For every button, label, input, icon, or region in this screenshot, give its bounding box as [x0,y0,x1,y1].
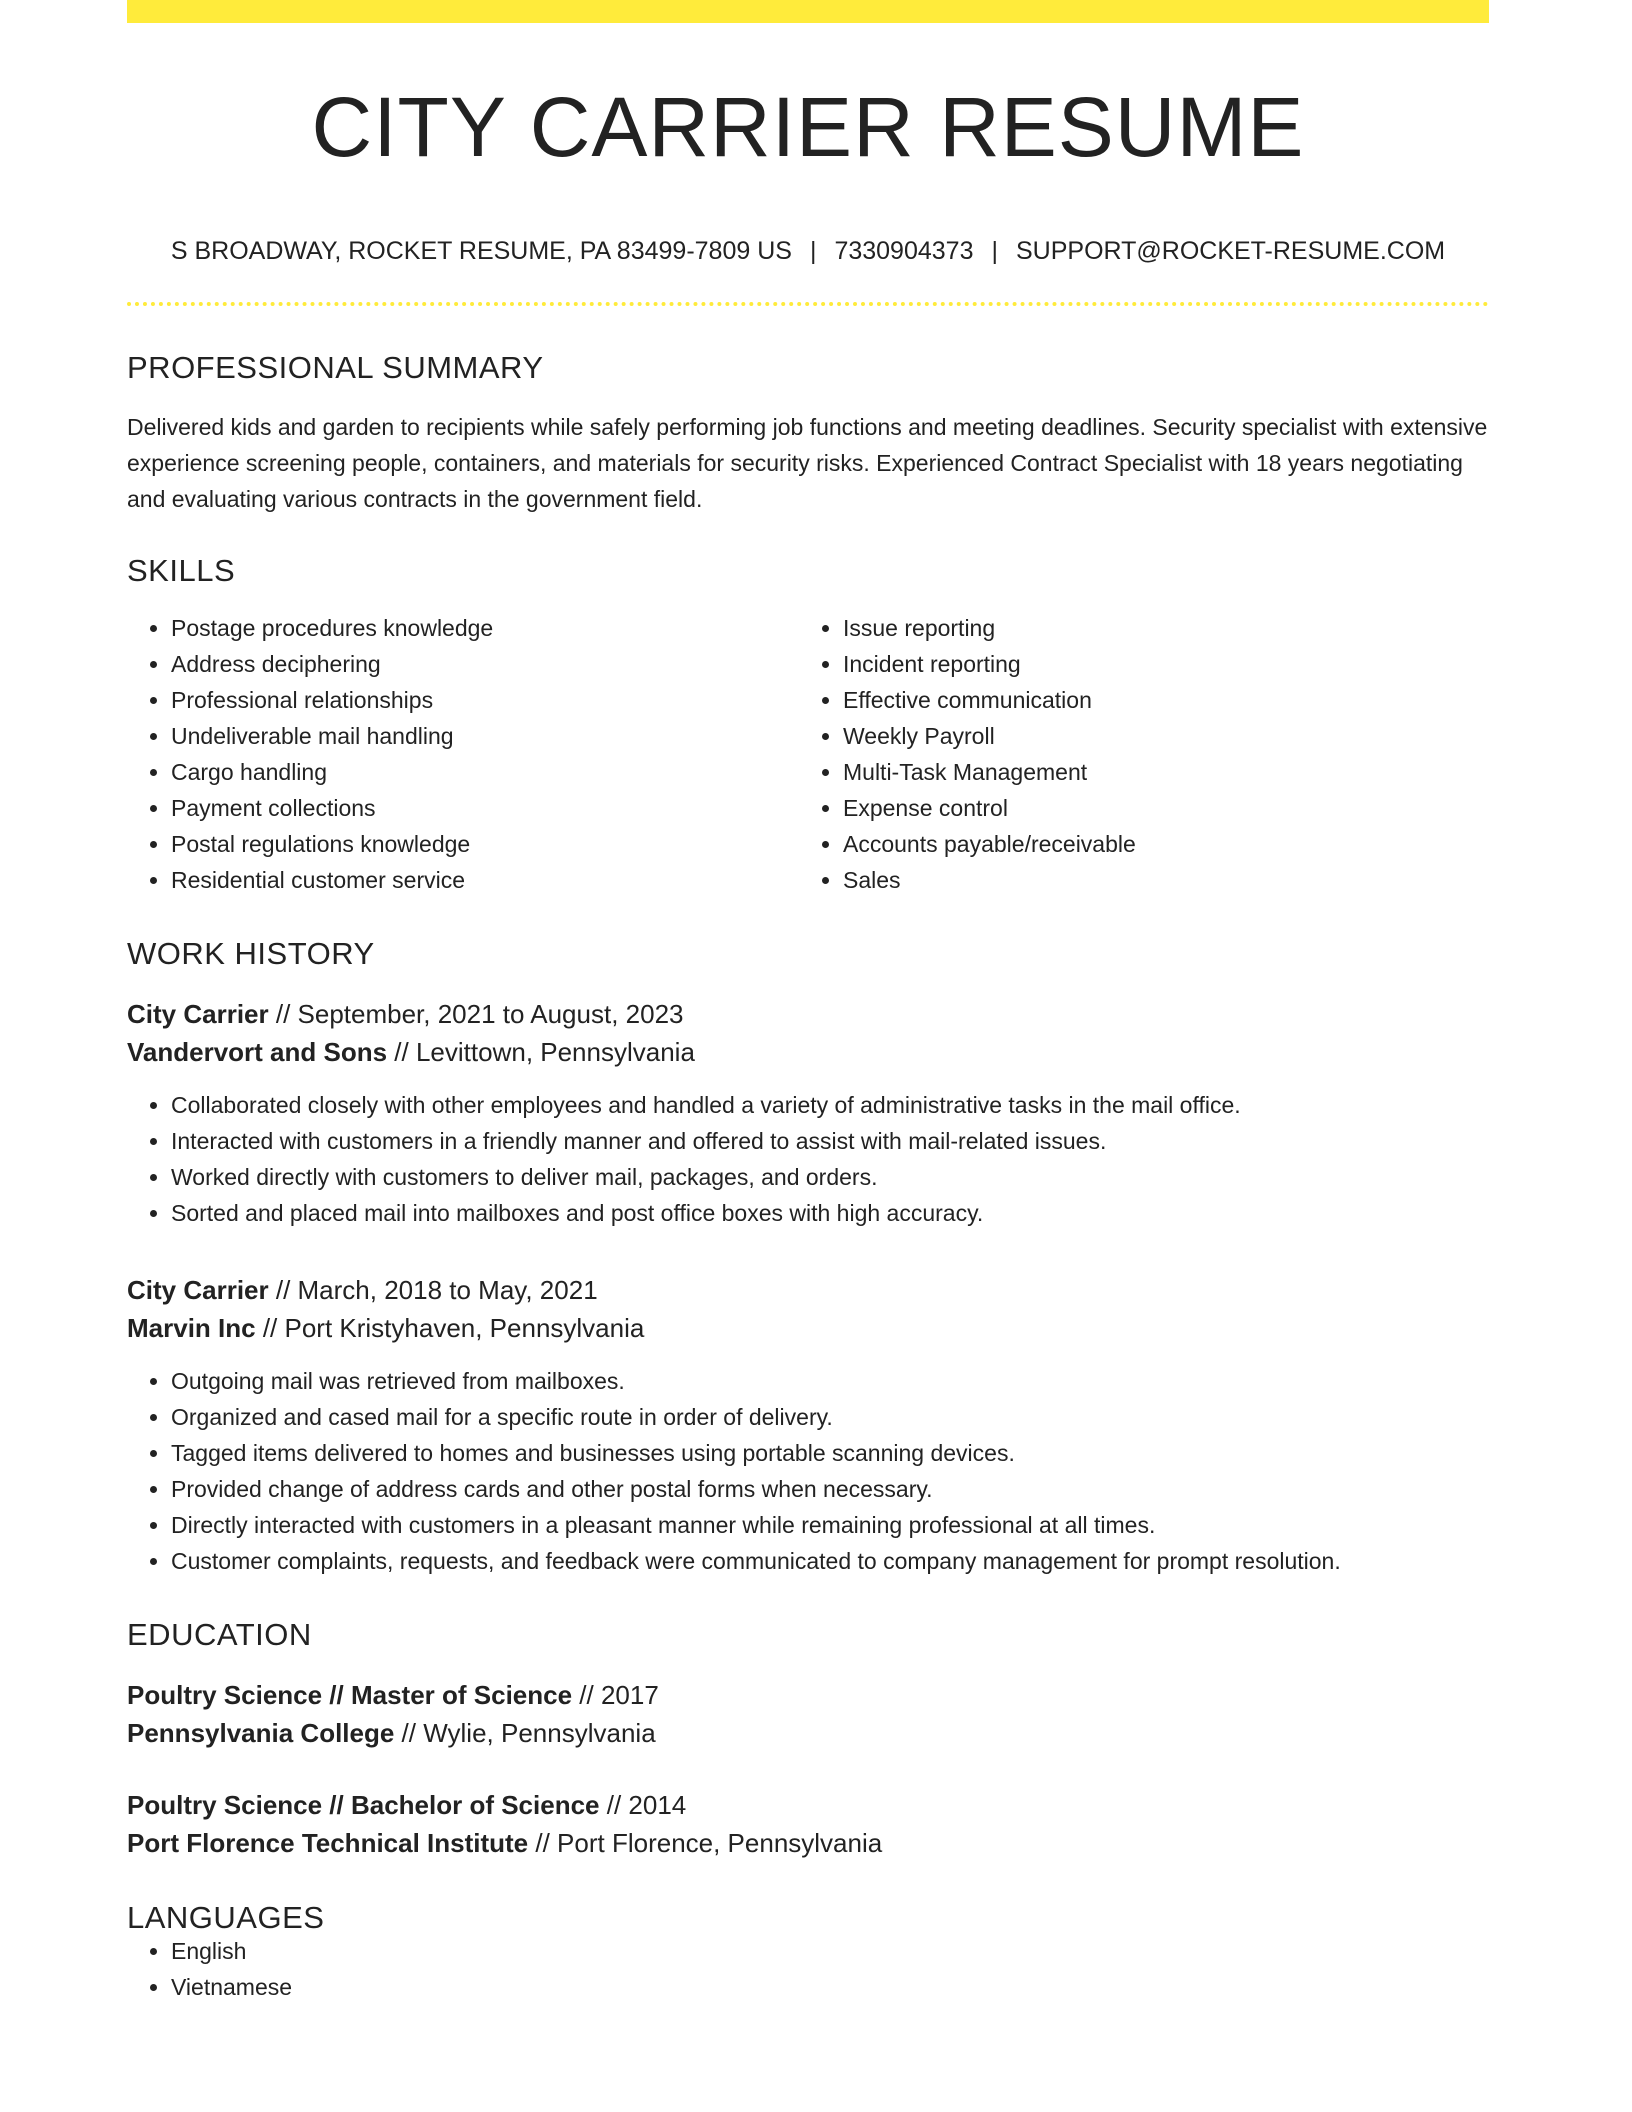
job-entry [127,1271,1489,1579]
job-company-line [127,1309,1489,1347]
work-history-heading: WORK HISTORY [127,936,375,971]
skill-item: • Multi-Task Management [843,754,1471,790]
education-degree-line [127,1786,1489,1824]
job-bullet: • Collaborated closely with other employees and handled a variety of administrative tasks in the mail office. [171,1087,1489,1123]
skills-section [127,555,1489,898]
language-item: • English [171,1933,1489,1969]
education-degree: Poultry Science // Master of Science [127,1680,573,1710]
job-bullet: • Customer complaints, requests, and feedback were communicated to company management for prompt resolution. [171,1543,1489,1579]
languages-section [127,1902,1489,2005]
job-bullet: • Worked directly with customers to deliver mail, packages, and orders. [171,1159,1489,1195]
contact-phone: 7330904373 [834,237,974,265]
summary-text: Delivered kids and garden to recipients while safely performing job functions and meeting deadlines. Security specialist with extensive experience screening people, containers, and materials for security risks. Experienced Contract Specialist with 18 years negotiating and evaluating various contracts in the government field. [127,414,1488,512]
skills-list-left [127,610,799,898]
job-title: City Carrier [127,1275,269,1305]
education-school-line [127,1824,1489,1862]
education-school-line [127,1714,1489,1752]
education-heading: EDUCATION [127,1617,312,1652]
contact-email[interactable]: SUPPORT@ROCKET-RESUME.COM [1015,237,1446,265]
skill-item: • Undeliverable mail handling [171,718,799,754]
job-entry [127,995,1489,1231]
job-dates: // September, 2021 to August, 2023 [268,999,684,1029]
job-bullet: • Outgoing mail was retrieved from mailboxes. [171,1363,1489,1399]
job-title-line [127,1271,1489,1309]
skill-item: • Payment collections [171,790,799,826]
job-company-line [127,1033,1489,1071]
contact-separator: | [991,237,998,265]
skill-item: • Expense control [843,790,1471,826]
education-entry [127,1676,1489,1752]
job-bullet: • Tagged items delivered to homes and businesses using portable scanning devices. [171,1435,1489,1471]
contact-line [127,239,1489,264]
skill-item: • Postal regulations knowledge [171,826,799,862]
education-degree-line [127,1676,1489,1714]
skill-item: • Postage procedures knowledge [171,610,799,646]
skill-item: • Sales [843,862,1471,898]
education-school: Port Florence Technical Institute [127,1828,529,1858]
education-location: // Wylie, Pennsylvania [394,1718,656,1748]
skill-item: • Address deciphering [171,646,799,682]
job-bullets [127,1087,1489,1231]
job-bullet: • Interacted with customers in a friendly manner and offered to assist with mail-related issues. [171,1123,1489,1159]
education-location: // Port Florence, Pennsylvania [528,1828,883,1858]
contact-address: S BROADWAY, ROCKET RESUME, PA 83499-7809 US [170,237,792,265]
skill-item: • Cargo handling [171,754,799,790]
contact-separator: | [809,237,817,265]
job-bullet: • Provided change of address cards and other postal forms when necessary. [171,1471,1489,1507]
summary-heading: PROFESSIONAL SUMMARY [127,350,544,385]
job-company: Vandervort and Sons [127,1037,388,1067]
job-location: // Levittown, Pennsylvania [387,1037,695,1067]
work-history-section [127,938,1489,1579]
education-year: // 2017 [572,1680,659,1710]
job-location: // Port Kristyhaven, Pennsylvania [255,1313,645,1343]
education-entry [127,1786,1489,1862]
dotted-divider [127,302,1489,306]
education-school: Pennsylvania College [127,1718,395,1748]
job-title: City Carrier [127,999,269,1029]
language-item: • Vietnamese [171,1969,1489,2005]
languages-list [127,1933,1489,2005]
skills-heading: SKILLS [127,553,236,588]
job-bullets [127,1363,1489,1579]
education-degree: Poultry Science // Bachelor of Science [127,1790,600,1820]
skill-item: • Effective communication [843,682,1471,718]
job-company: Marvin Inc [127,1313,256,1343]
education-section [127,1619,1489,1862]
skill-item: • Issue reporting [843,610,1471,646]
job-dates: // March, 2018 to May, 2021 [268,1275,598,1305]
skill-item: • Accounts payable/receivable [843,826,1471,862]
job-bullet: • Directly interacted with customers in a pleasant manner while remaining professional at all times. [171,1507,1489,1543]
summary-section [127,352,1489,517]
resume-page [127,0,1489,2005]
skill-item: • Incident reporting [843,646,1471,682]
job-bullet: • Sorted and placed mail into mailboxes and post office boxes with high accuracy. [171,1195,1489,1231]
job-title-line [127,995,1489,1033]
skill-item: • Weekly Payroll [843,718,1471,754]
skill-item: • Professional relationships [171,682,799,718]
accent-top-bar [127,0,1489,23]
job-bullet: • Organized and cased mail for a specific route in order of delivery. [171,1399,1489,1435]
resume-title: CITY CARRIER RESUME [311,80,1305,174]
skills-columns [127,610,1489,898]
skill-item: • Residential customer service [171,862,799,898]
education-year: // 2014 [599,1790,687,1820]
skills-list-right [799,610,1471,898]
languages-heading: LANGUAGES [127,1900,325,1935]
